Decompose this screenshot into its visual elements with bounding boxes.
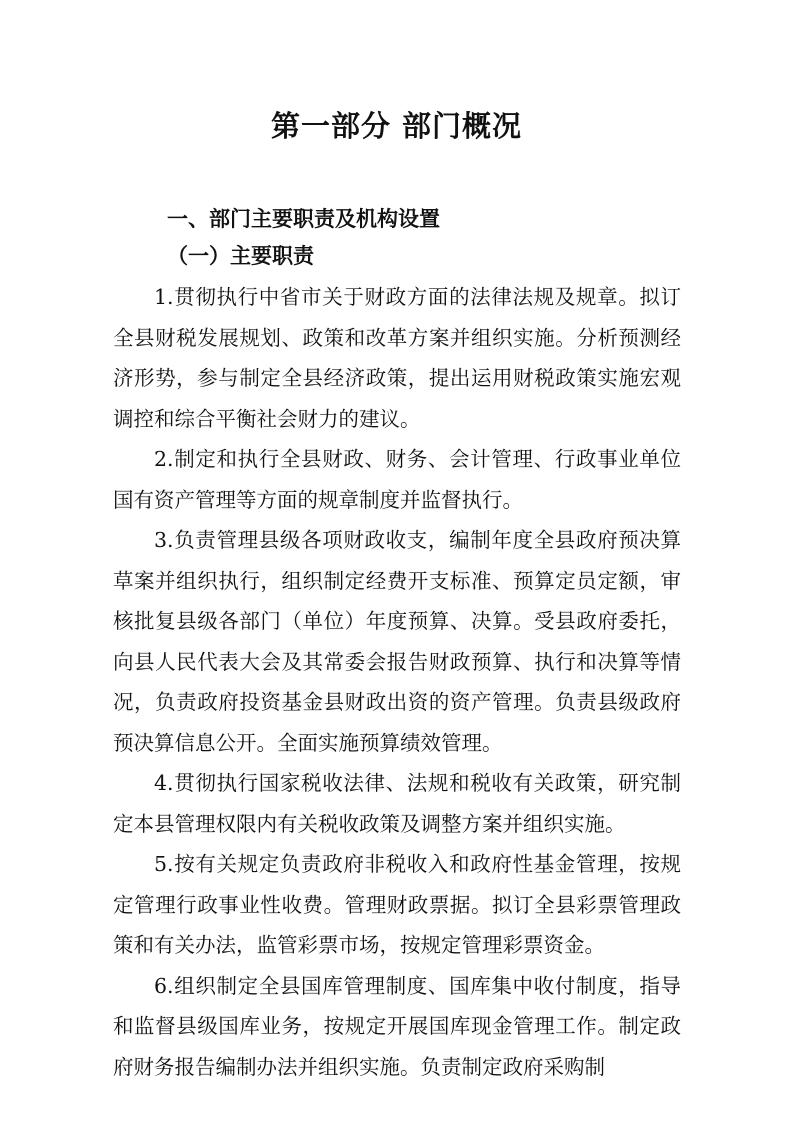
page-title: 第一部分 部门概况 (270, 109, 523, 143)
duty-paragraph-6: 6.组织制定全县国库管理制度、国库集中收付制度，指导和监督县级国库业务，按规定开展国库现金管理工作。制定政府财务报告编制办法并组织实施。负责制定政府采购制 (113, 973, 681, 1079)
duty-paragraph-5: 5.按有关规定负责政府非税收入和政府性基金管理，按规定管理行政事业性收费。管理财政票据。拟订全县彩票管理政策和有关办法，监管彩票市场，按规定管理彩票资金。 (113, 852, 681, 957)
section-heading: 一、部门主要职责及机构设置 (167, 207, 440, 231)
duty-paragraph-4: 4.贯彻执行国家税收法律、法规和税收有关政策，研究制定本县管理权限内有关税收政策及调整方案并组织实施。 (113, 771, 681, 836)
duty-paragraph-1: 1.贯彻执行中省市关于财政方面的法律法规及规章。拟订全县财税发展规划、政策和改革方案并组织实施。分析预测经济形势，参与制定全县经济政策，提出运用财税政策实施宏观调控和综合平衡社会财力的建议。 (113, 285, 681, 431)
sub-heading: （一）主要职责 (167, 243, 314, 268)
body-text (113, 277, 681, 1087)
duty-paragraph-2: 2.制定和执行全县财政、财务、会计管理、行政事业单位国有资产管理等方面的规章制度并监督执行。 (113, 447, 681, 512)
duty-paragraph-3: 3.负责管理县级各项财政收支，编制年度全县政府预决算草案并组织执行，组织制定经费开支标准、预算定员定额，审核批复县级各部门（单位）年度预算、决算。受县政府委托，向县人民代表大会及其常委会报告财政预算、执行和决算等情况，负责政府投资基金县财政出资的资产管理。负责县级政府预决算信息公开。全面实施预算绩效管理。 (113, 528, 681, 755)
